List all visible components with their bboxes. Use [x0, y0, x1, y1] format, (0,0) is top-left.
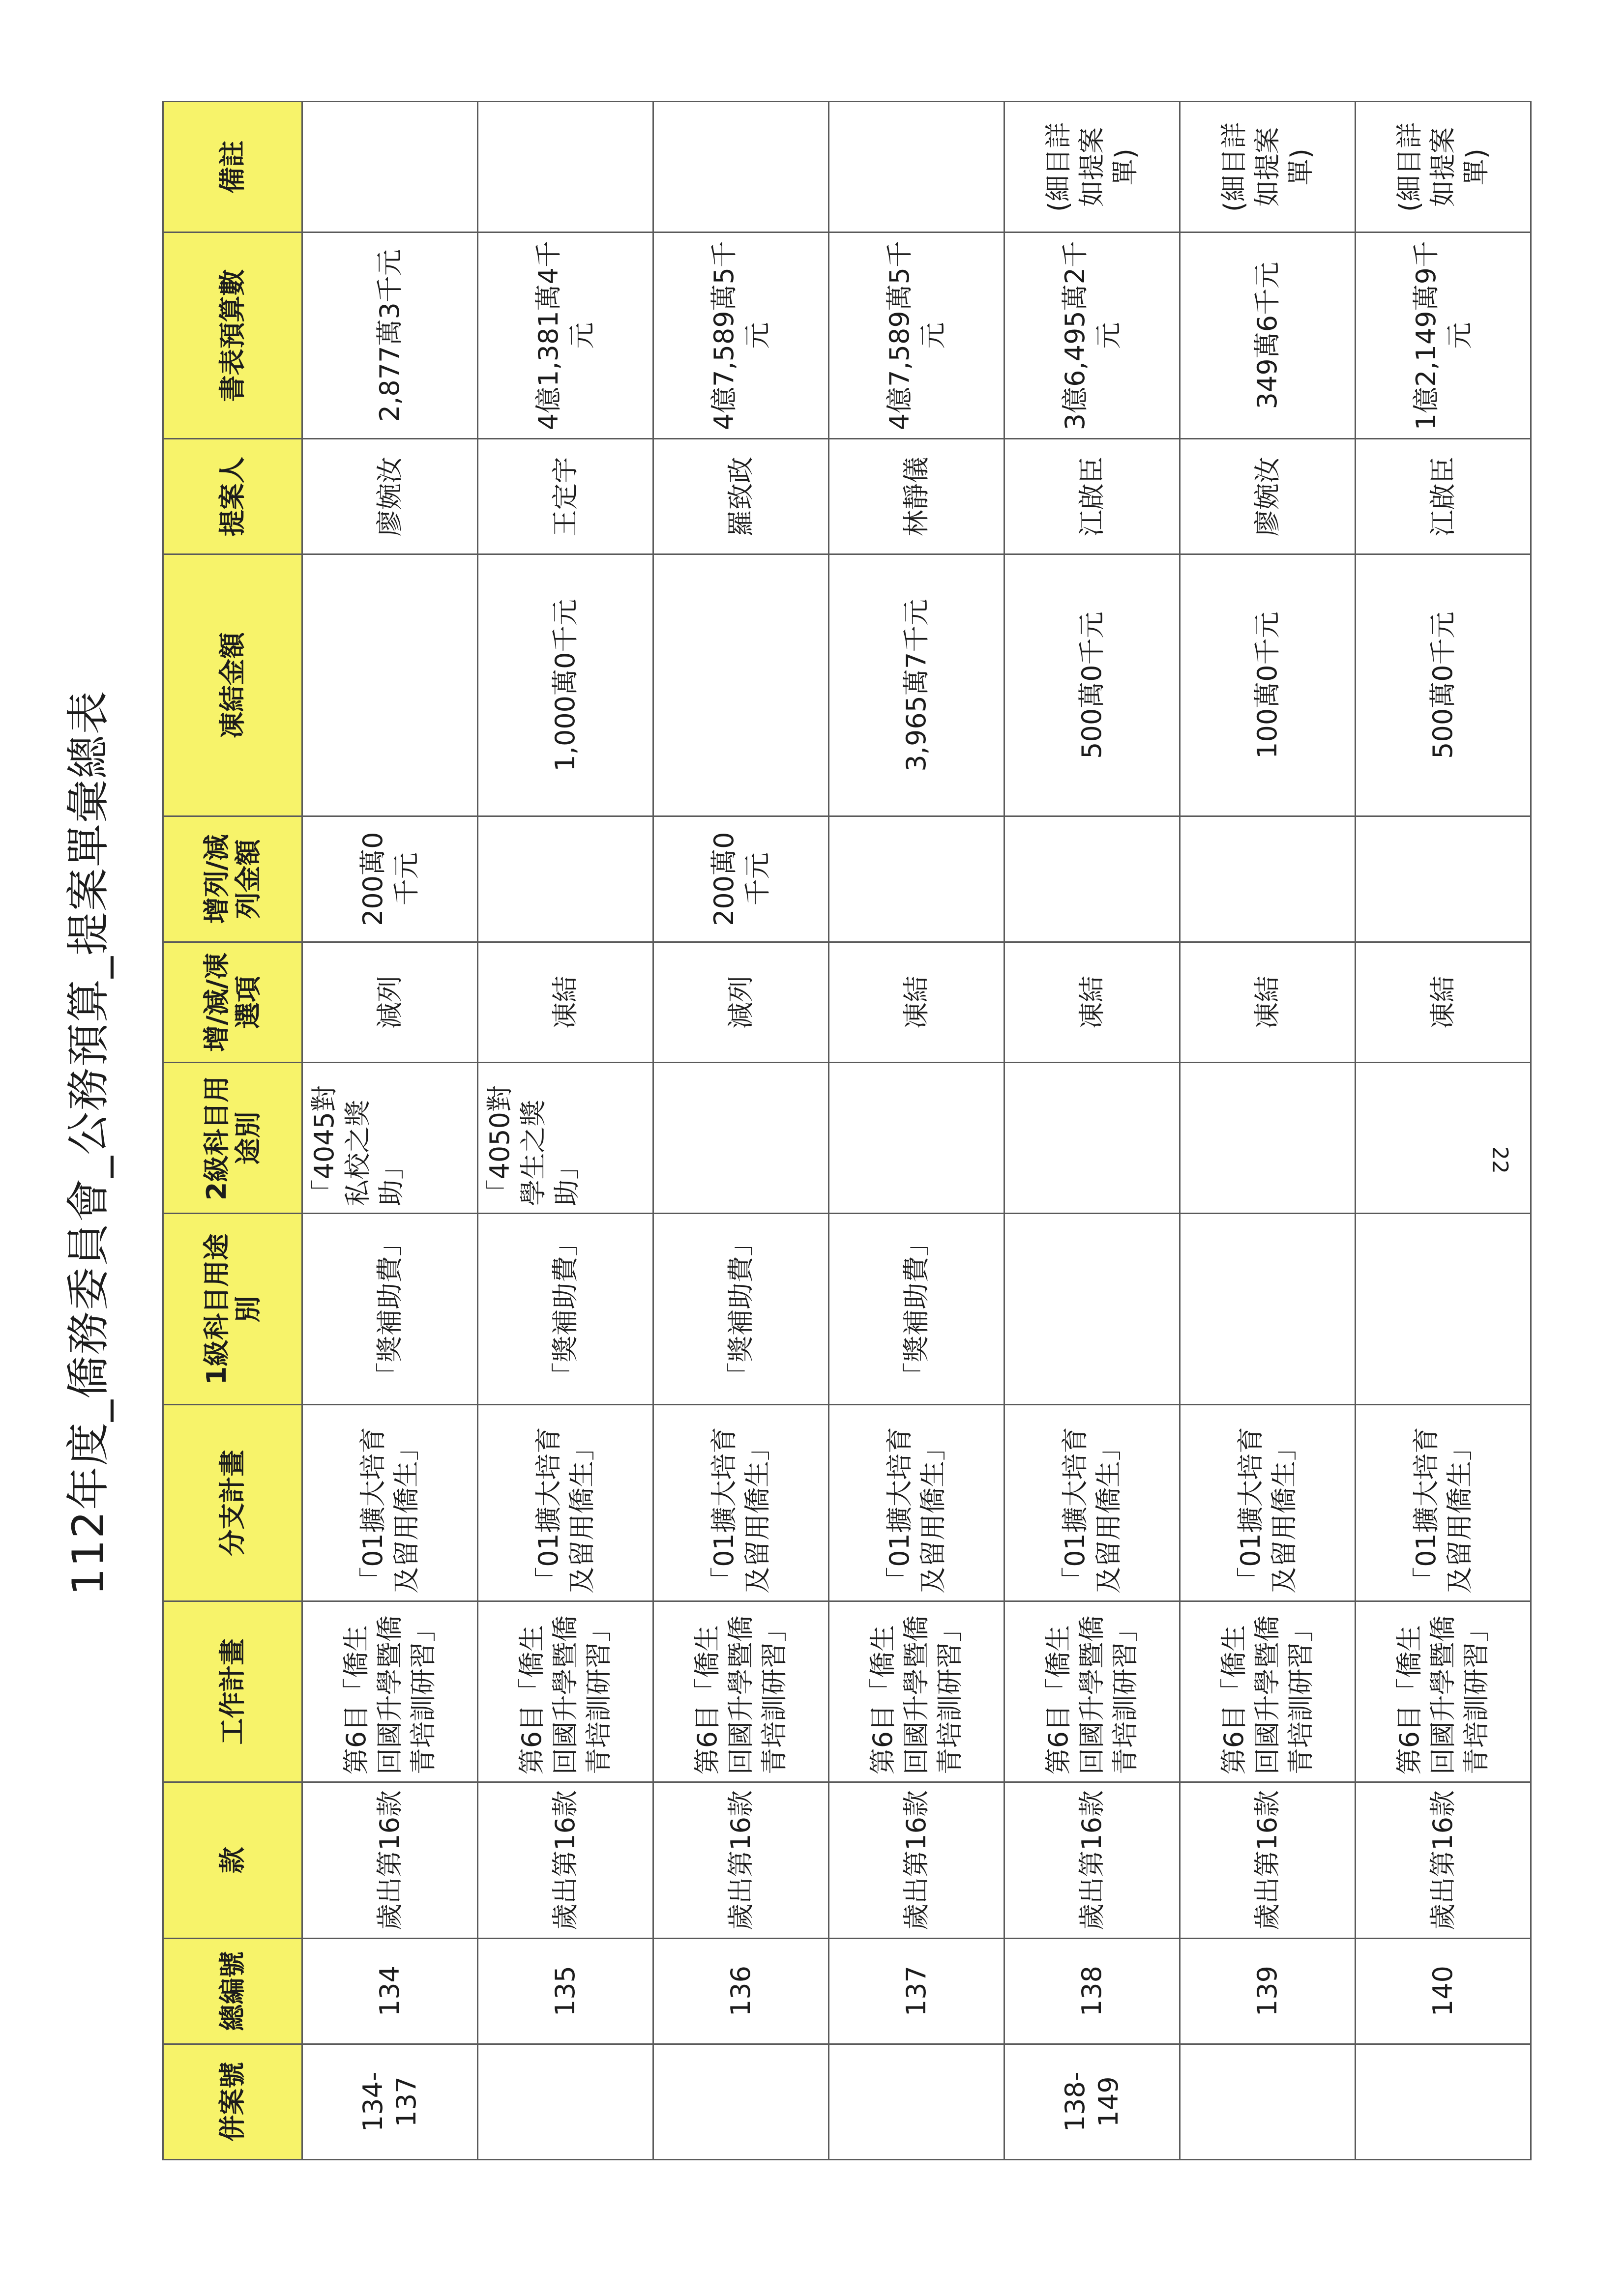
cell-level2 — [1356, 1063, 1531, 1214]
cell-change-amount — [478, 816, 653, 942]
table-row — [302, 102, 478, 2160]
table-row — [1356, 102, 1531, 2160]
page-title: 112年度_僑務委員會_公務預算_提案單彙總表 — [63, 690, 114, 1596]
cell-section: 歲出第16款 — [653, 1782, 829, 1938]
cell-proposer: 王定宇 — [478, 438, 653, 554]
cell-work-plan: 第6目「僑生回國升學暨僑青培訓研習」 — [1356, 1601, 1531, 1782]
cell-remarks — [478, 102, 653, 233]
cell-no: 137 — [829, 1938, 1004, 2044]
header-proposer: 提案人 — [163, 438, 302, 554]
header-change-amount: 增列/減列金額 — [163, 816, 302, 942]
header-combined-case-no: 併案號 — [163, 2044, 302, 2159]
cell-proposer: 江啟臣 — [1004, 438, 1180, 554]
cell-section: 歲出第16款 — [1004, 1782, 1180, 1938]
cell-work-plan: 第6目「僑生回國升學暨僑青培訓研習」 — [302, 1601, 478, 1782]
cell-level2 — [1004, 1063, 1180, 1214]
cell-budget: 1億2,149萬9千元 — [1356, 233, 1531, 439]
cell-sub-plan: 「01擴大培育及留用僑生」 — [653, 1405, 829, 1601]
table-row — [829, 102, 1004, 2160]
table-row — [478, 102, 653, 2160]
cell-item: 凍結 — [1180, 942, 1356, 1063]
cell-change-amount — [1004, 816, 1180, 942]
cell-work-plan: 第6目「僑生回國升學暨僑青培訓研習」 — [1004, 1601, 1180, 1782]
cell-sub-plan: 「01擴大培育及留用僑生」 — [1004, 1405, 1180, 1601]
header-total-no: 總編號 — [163, 1938, 302, 2044]
cell-no: 139 — [1180, 1938, 1356, 2044]
cell-section: 歲出第16款 — [478, 1782, 653, 1938]
cell-change-amount: 200萬0千元 — [302, 816, 478, 942]
cell-sub-plan: 「01擴大培育及留用僑生」 — [302, 1405, 478, 1601]
cell-remarks: (細目詳如提案單) — [1004, 102, 1180, 233]
cell-combined — [478, 2044, 653, 2159]
cell-change-amount — [1356, 816, 1531, 942]
header-sub-plan: 分支計畫 — [163, 1405, 302, 1601]
cell-level2 — [1180, 1063, 1356, 1214]
cell-section: 歲出第16款 — [1356, 1782, 1531, 1938]
cell-frozen-amount: 1,000萬0千元 — [478, 554, 653, 816]
cell-level1: 「獎補助費」 — [302, 1214, 478, 1405]
cell-change-amount: 200萬0千元 — [653, 816, 829, 942]
header-level1: 1級科目用途別 — [163, 1214, 302, 1405]
cell-item: 減列 — [653, 942, 829, 1063]
cell-combined — [1180, 2044, 1356, 2159]
cell-level1: 「獎補助費」 — [653, 1214, 829, 1405]
cell-remarks — [302, 102, 478, 233]
cell-budget: 4億7,589萬5千元 — [829, 233, 1004, 439]
cell-item: 凍結 — [1356, 942, 1531, 1063]
cell-proposer: 廖婉汝 — [1180, 438, 1356, 554]
cell-combined — [653, 2044, 829, 2159]
cell-work-plan: 第6目「僑生回國升學暨僑青培訓研習」 — [829, 1601, 1004, 1782]
cell-no: 135 — [478, 1938, 653, 2044]
cell-frozen-amount: 500萬0千元 — [1004, 554, 1180, 816]
cell-proposer: 廖婉汝 — [302, 438, 478, 554]
cell-item: 凍結 — [478, 942, 653, 1063]
header-budget: 書表預算數 — [163, 233, 302, 439]
cell-proposer: 羅致政 — [653, 438, 829, 554]
table-header-row — [163, 102, 302, 2160]
cell-section: 歲出第16款 — [829, 1782, 1004, 1938]
cell-combined — [829, 2044, 1004, 2159]
table-row — [1180, 102, 1356, 2160]
cell-change-amount — [829, 816, 1004, 942]
cell-frozen-amount: 3,965萬7千元 — [829, 554, 1004, 816]
table-row — [1004, 102, 1180, 2160]
cell-frozen-amount — [302, 554, 478, 816]
cell-no: 140 — [1356, 1938, 1531, 2044]
cell-remarks: (細目詳如提案單) — [1180, 102, 1356, 233]
cell-no: 134 — [302, 1938, 478, 2044]
header-frozen-amount: 凍結金額 — [163, 554, 302, 816]
cell-section: 歲出第16款 — [1180, 1782, 1356, 1938]
cell-combined: 138-149 — [1004, 2044, 1180, 2159]
cell-level1 — [1004, 1214, 1180, 1405]
cell-level2 — [653, 1063, 829, 1214]
cell-proposer: 林靜儀 — [829, 438, 1004, 554]
header-level2: 2級科目用途別 — [163, 1063, 302, 1214]
cell-level1 — [1356, 1214, 1531, 1405]
cell-level1: 「獎補助費」 — [478, 1214, 653, 1405]
cell-budget: 349萬6千元 — [1180, 233, 1356, 439]
cell-no: 138 — [1004, 1938, 1180, 2044]
cell-sub-plan: 「01擴大培育及留用僑生」 — [478, 1405, 653, 1601]
cell-level1: 「獎補助費」 — [829, 1214, 1004, 1405]
cell-level2: 「4050對學生之獎助」 — [478, 1063, 653, 1214]
cell-item: 凍結 — [829, 942, 1004, 1063]
cell-combined — [1356, 2044, 1531, 2159]
cell-level2 — [829, 1063, 1004, 1214]
header-remarks: 備註 — [163, 102, 302, 233]
cell-budget: 2,877萬3千元 — [302, 233, 478, 439]
cell-item: 減列 — [302, 942, 478, 1063]
cell-remarks — [829, 102, 1004, 233]
cell-item: 凍結 — [1004, 942, 1180, 1063]
cell-frozen-amount: 500萬0千元 — [1356, 554, 1531, 816]
cell-frozen-amount: 100萬0千元 — [1180, 554, 1356, 816]
header-item: 增/減/凍選項 — [163, 942, 302, 1063]
proposal-summary-table — [162, 101, 1532, 2160]
cell-sub-plan: 「01擴大培育及留用僑生」 — [1180, 1405, 1356, 1601]
cell-combined: 134-137 — [302, 2044, 478, 2159]
cell-budget: 4億7,589萬5千元 — [653, 233, 829, 439]
cell-sub-plan: 「01擴大培育及留用僑生」 — [1356, 1405, 1531, 1601]
cell-work-plan: 第6目「僑生回國升學暨僑青培訓研習」 — [1180, 1601, 1356, 1782]
cell-remarks: (細目詳如提案單) — [1356, 102, 1531, 233]
cell-budget: 4億1,381萬4千元 — [478, 233, 653, 439]
cell-sub-plan: 「01擴大培育及留用僑生」 — [829, 1405, 1004, 1601]
cell-no: 136 — [653, 1938, 829, 2044]
cell-level2: 「4045對私校之獎助」 — [302, 1063, 478, 1214]
header-section: 款 — [163, 1782, 302, 1938]
cell-change-amount — [1180, 816, 1356, 942]
cell-budget: 3億6,495萬2千元 — [1004, 233, 1180, 439]
page-number: 22 — [1487, 1146, 1512, 1174]
cell-work-plan: 第6目「僑生回國升學暨僑青培訓研習」 — [653, 1601, 829, 1782]
table-row — [653, 102, 829, 2160]
cell-remarks — [653, 102, 829, 233]
cell-frozen-amount — [653, 554, 829, 816]
cell-section: 歲出第16款 — [302, 1782, 478, 1938]
cell-level1 — [1180, 1214, 1356, 1405]
header-work-plan: 工作計畫 — [163, 1601, 302, 1782]
cell-work-plan: 第6目「僑生回國升學暨僑青培訓研習」 — [478, 1601, 653, 1782]
cell-proposer: 江啟臣 — [1356, 438, 1531, 554]
